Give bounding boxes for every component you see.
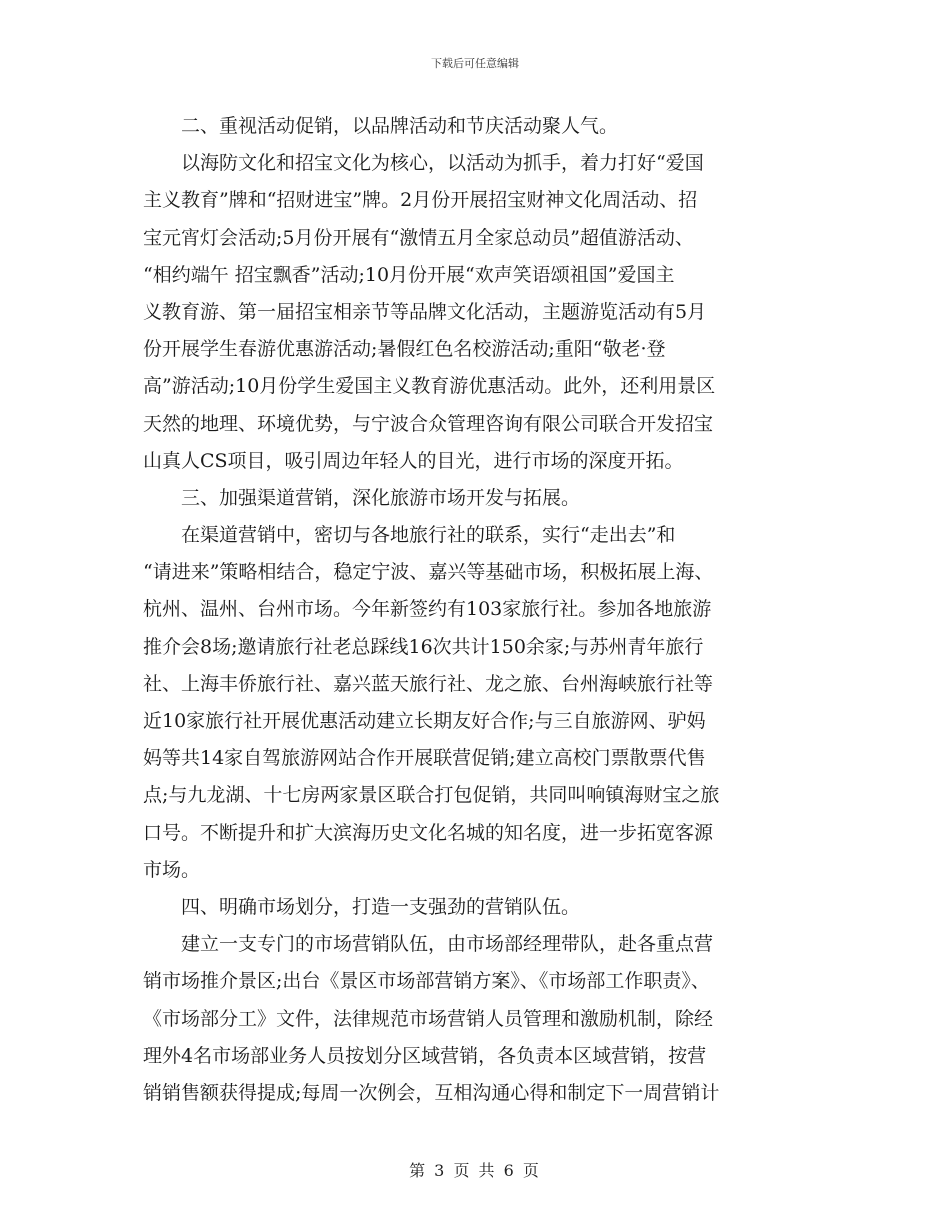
text-line: 四、明确市场划分，打造一支强劲的营销队伍。 — [143, 895, 581, 918]
text-line: 销销售额获得提成;每周一次例会，互相沟通心得和制定下一周营销计 — [143, 1081, 720, 1104]
text-line: 口号。不断提升和扩大滨海历史文化名城的知名度，进一步拓宽客源 — [143, 821, 714, 844]
text-line: 近10家旅行社开展优惠活动建立长期友好合作;与三自旅游网、驴妈 — [143, 710, 706, 732]
text-line: 宝元宵灯会活动;5月份开展有“激情五月全家总动员”超值游活动、 — [143, 226, 694, 249]
text-line: 山真人CS项目，吸引周边年轻人的目光，进行市场的深度开拓。 — [143, 449, 684, 472]
text-line: 天然的地理、环境优势，与宁波合众管理咨询有限公司联合开发招宝 — [143, 412, 714, 435]
text-line: 高”游活动;10月份学生爱国主义教育游优惠活动。此外，还利用景区 — [143, 375, 716, 398]
text-line: 主义教育”牌和“招财进宝”牌。2月份开展招宝财神文化周活动、招 — [143, 189, 698, 212]
text-line: 妈等共14家自驾旅游网站合作开展联营促销;建立高校门票散票代售 — [143, 747, 706, 770]
text-line: 销市场推介景区;出台《景区市场部营销方案》、《市场部工作职责》、 — [143, 970, 710, 993]
text-line: 三、加强渠道营销，深化旅游市场开发与拓展。 — [143, 486, 581, 509]
text-line: 杭州、温州、台州市场。今年新签约有103家旅行社。参加各地旅游 — [143, 598, 712, 621]
text-line: 社、上海丰侨旅行社、嘉兴蓝天旅行社、龙之旅、台州海峡旅行社等 — [143, 672, 714, 695]
page-header-note: 下载后可任意编辑 — [431, 57, 519, 70]
text-line: 理外4名市场部业务人员按划分区域营销，各负责本区域营销，按营 — [143, 1044, 707, 1067]
text-line: 建立一支专门的市场营销队伍，由市场部经理带队，赴各重点营 — [143, 933, 714, 956]
text-line: 义教育游、第一届招宝相亲节等品牌文化活动，主题游览活动有5月 — [143, 300, 707, 323]
page-number-footer: 第 3 页 共 6 页 — [409, 1161, 541, 1180]
text-line: 点;与九龙湖、十七房两家景区联合打包促销，共同叫响镇海财宝之旅 — [143, 784, 720, 807]
text-line: 以海防文化和招宝文化为核心，以活动为抓手，着力打好“爱国 — [143, 152, 704, 175]
text-line: 份开展学生春游优惠游活动;暑假红色名校游活动;重阳“敬老·登 — [143, 338, 666, 361]
text-line: 《市场部分工》文件，法律规范市场营销人员管理和激励机制，除经 — [143, 1007, 714, 1030]
text-line: 二、重视活动促销，以品牌活动和节庆活动聚人气。 — [143, 115, 619, 137]
text-line: 市场。 — [143, 858, 201, 881]
text-line: “相约端午 招宝飘香”活动;10月份开展“欢声笑语颂祖国”爱国主 — [143, 263, 675, 286]
text-line: 在渠道营销中，密切与各地旅行社的联系，实行“走出去”和 — [143, 524, 676, 547]
text-line: 推介会8场;邀请旅行社老总踩线16次共计150余家;与苏州青年旅行 — [143, 635, 704, 658]
text-line: “请进来”策略相结合，稳定宁波、嘉兴等基础市场，积极拓展上海、 — [143, 561, 714, 584]
document-body — [143, 108, 807, 1112]
